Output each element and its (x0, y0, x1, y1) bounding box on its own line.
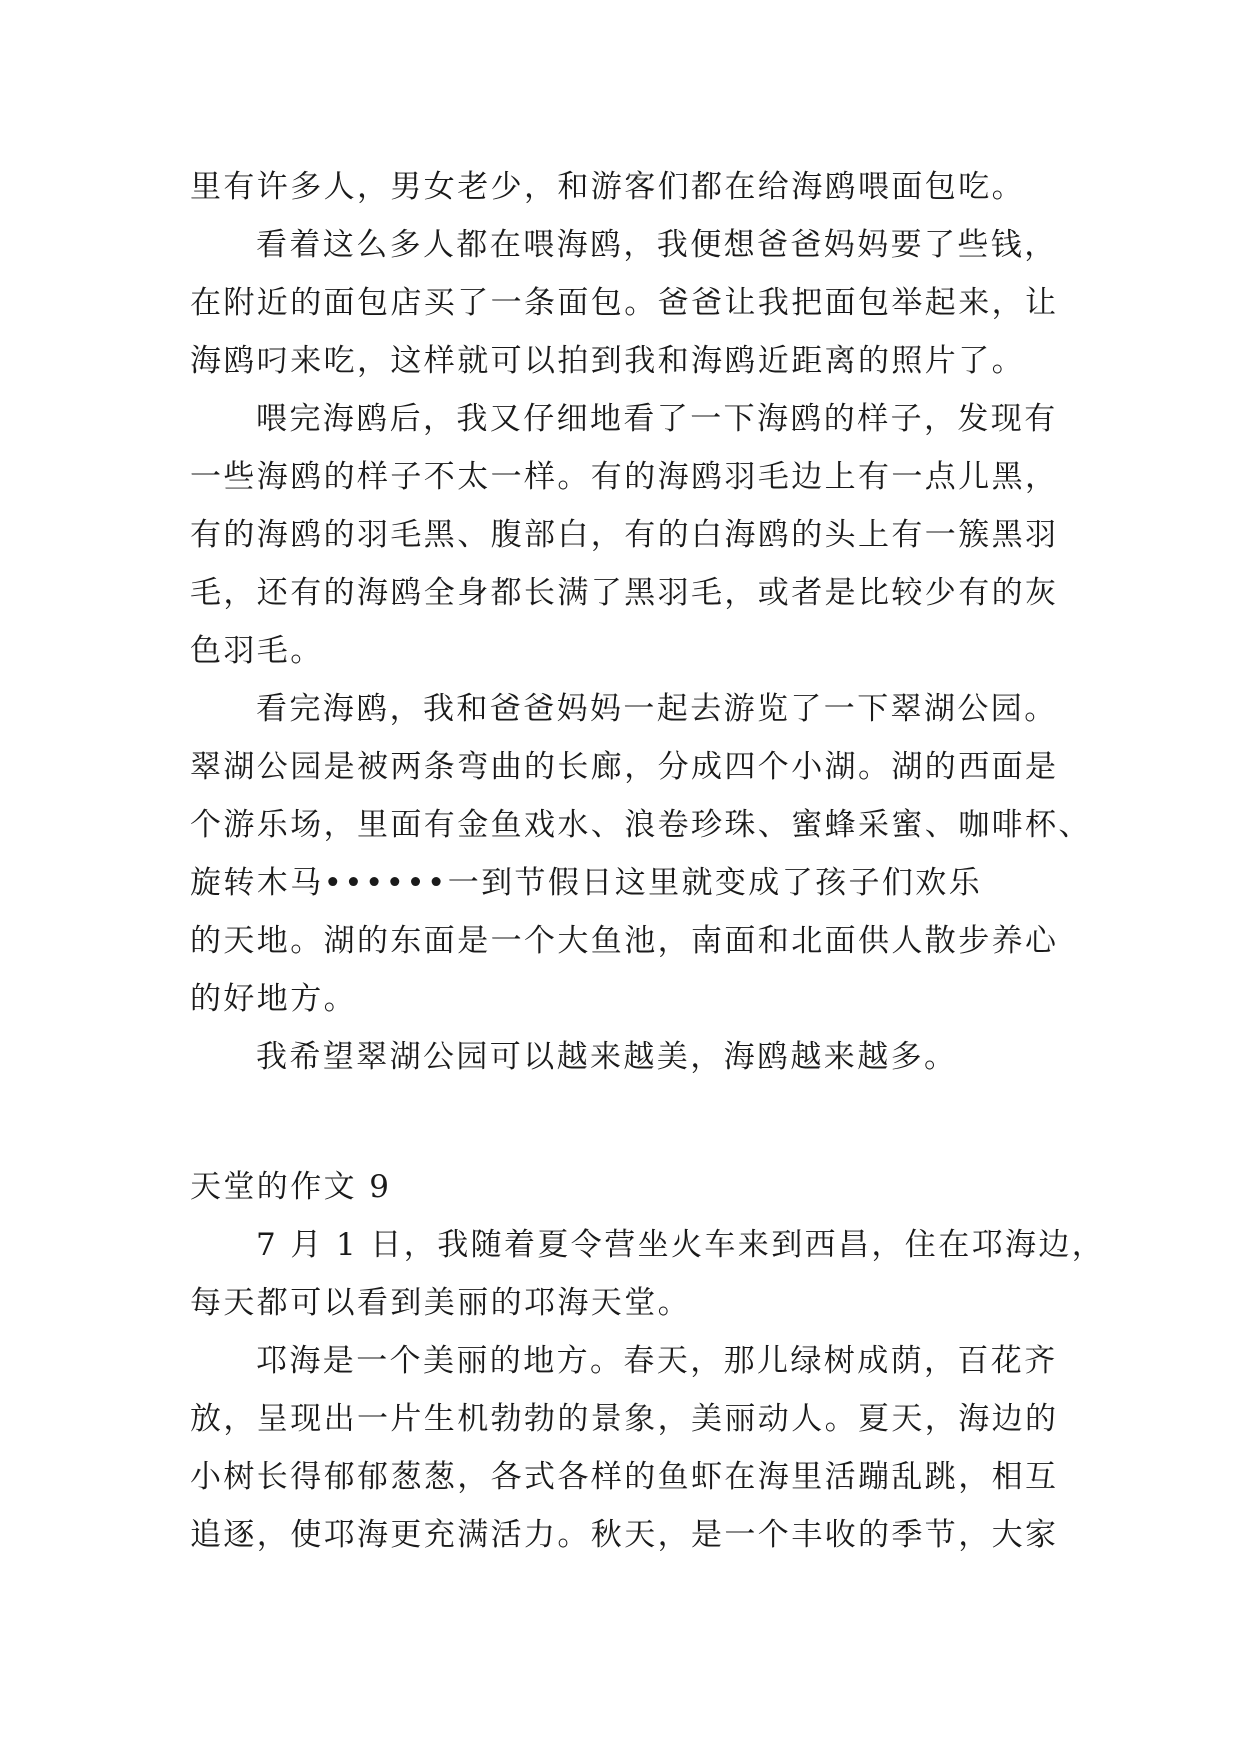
text-line: 有的海鸥的羽毛黑、腹部白，有的白海鸥的头上有一簇黑羽 (190, 517, 1059, 553)
text-line: 毛，还有的海鸥全身都长满了黑羽毛，或者是比较少有的灰 (190, 575, 1059, 611)
section-essay-9 (190, 1158, 1106, 1564)
text-line: 放，呈现出一片生机勃勃的景象，美丽动人。夏天，海边的 (190, 1401, 1059, 1437)
paragraph (190, 390, 1070, 680)
text-line: 7 月 1 日，我随着夏令营坐火车来到西昌，住在邛海边， (256, 1227, 1106, 1263)
text-line: 看完海鸥，我和爸爸妈妈一起去游览了一下翠湖公园。 (256, 691, 1058, 727)
text-line: 我希望翠湖公园可以越来越美，海鸥越来越多。 (256, 1039, 958, 1075)
text-line: 小树长得郁郁葱葱，各式各样的鱼虾在海里活蹦乱跳，相互 (190, 1459, 1059, 1495)
text-line: 个游乐场，里面有金鱼戏水、浪卷珍珠、蜜蜂采蜜、咖啡杯、 (190, 807, 1092, 843)
text-line: 在附近的面包店买了一条面包。爸爸让我把面包举起来，让 (190, 285, 1059, 321)
paragraph (190, 158, 1070, 216)
text-line: 一些海鸥的样子不太一样。有的海鸥羽毛边上有一点儿黑， (190, 459, 1059, 495)
document-body (190, 158, 1106, 1564)
text-line: 追逐，使邛海更充满活力。秋天，是一个丰收的季节，大家 (190, 1517, 1059, 1553)
text-line: 色羽毛。 (190, 633, 324, 669)
text-line: 旋转木马••••••一到节假日这里就变成了孩子们欢乐 (190, 865, 983, 901)
text-line: 邛海是一个美丽的地方。春天，那儿绿树成荫，百花齐 (256, 1343, 1058, 1379)
essay-title: 天堂的作文 9 (190, 1169, 392, 1205)
text-line: 的天地。湖的东面是一个大鱼池，南面和北面供人散步养心 (190, 923, 1059, 959)
section-spacer (190, 1086, 1070, 1158)
section-essay-part (190, 158, 1092, 1086)
paragraph (190, 680, 1092, 1028)
text-line: 每天都可以看到美丽的邛海天堂。 (190, 1285, 691, 1321)
text-line: 看着这么多人都在喂海鸥，我便想爸爸妈妈要了些钱， (256, 227, 1058, 263)
text-line: 翠湖公园是被两条弯曲的长廊，分成四个小湖。湖的西面是 (190, 749, 1059, 785)
paragraph (190, 216, 1070, 390)
paragraph (190, 1332, 1070, 1564)
text-line: 的好地方。 (190, 981, 357, 1017)
text-line: 里有许多人，男女老少，和游客们都在给海鸥喂面包吃。 (190, 169, 1025, 205)
paragraph (190, 1028, 1070, 1086)
text-line: 喂完海鸥后，我又仔细地看了一下海鸥的样子，发现有 (256, 401, 1058, 437)
paragraph (190, 1216, 1106, 1332)
text-line: 海鸥叼来吃，这样就可以拍到我和海鸥近距离的照片了。 (190, 343, 1025, 379)
